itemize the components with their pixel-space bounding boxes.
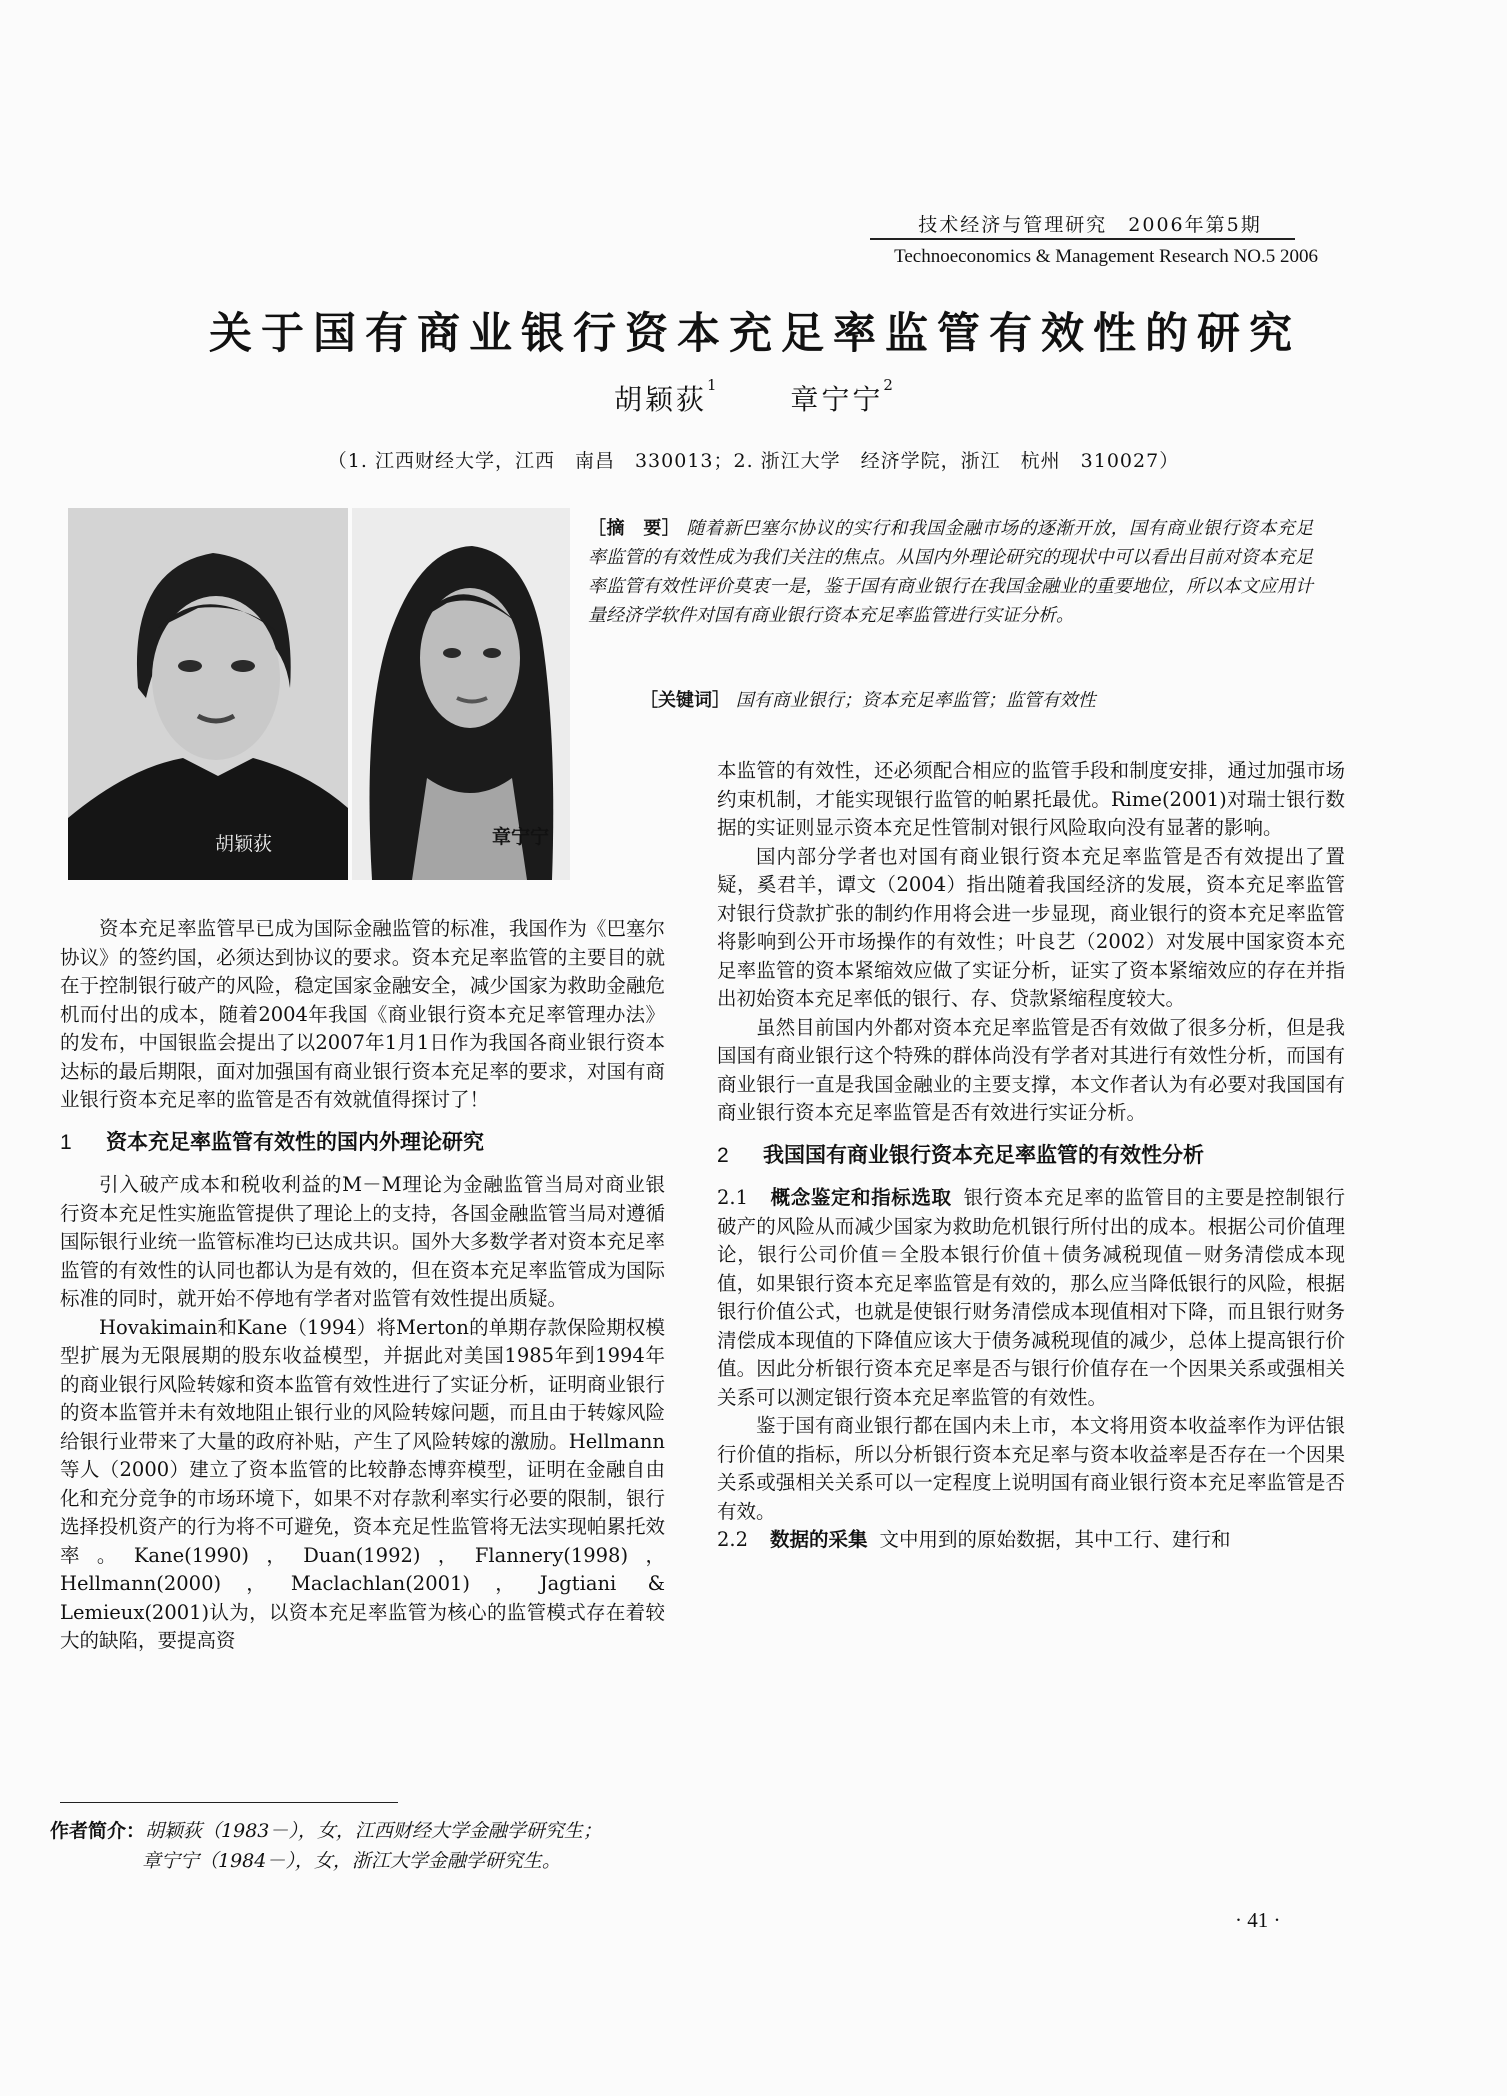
journal-name-en: Technoeconomics & Management Research NO.5 2006 bbox=[894, 246, 1318, 267]
subsection-number: 2.1 bbox=[717, 1186, 749, 1209]
right-column bbox=[717, 757, 1345, 1555]
keywords bbox=[640, 686, 1320, 712]
section-title: 我国国有商业银行资本充足率监管的有效性分析 bbox=[763, 1143, 1204, 1167]
paragraph: 本监管的有效性，还必须配合相应的监管手段和制度安排，通过加强市场约束机制，才能实现银行监管的帕累托最优。Rime(2001)对瑞士银行数据的实证则显示资本充足性管制对银行风险取向没有显著的影响。 bbox=[717, 759, 1345, 839]
photo-caption-1: 胡颖荻 bbox=[215, 834, 273, 855]
author-photo-1 bbox=[68, 508, 348, 880]
author-bio-footnote bbox=[50, 1816, 710, 1876]
page-number: · 41 · bbox=[1235, 1908, 1281, 1932]
section-heading-1 bbox=[60, 1129, 665, 1158]
footnote-label: 作者简介： bbox=[50, 1820, 146, 1842]
left-column bbox=[60, 915, 665, 1656]
abstract bbox=[588, 514, 1313, 630]
paragraph: 引入破产成本和税收利益的M－M理论为金融监管当局对商业银行资本充足性实施监管提供了理论上的支持，各国金融监管当局对遵循国际银行业统一监管标准均已达成共识。国外大多数学者对资本充足率监管的有效性的认同也都认为是有效的，但在资本充足率监管成为国际标准的同时，就开始不停地有学者对监管有效性提出质疑。 bbox=[60, 1173, 665, 1310]
keywords-text: 国有商业银行；资本充足率监管；监管有效性 bbox=[735, 690, 1096, 711]
section-heading-2 bbox=[717, 1142, 1345, 1171]
paragraph: 鉴于国有商业银行都在国内未上市，本文将用资本收益率作为评估银行价值的指标，所以分析银行资本充足率与资本收益率是否存在一个因果关系或强相关关系可以一定程度上说明国有商业银行资本充足率监管是否有效。 bbox=[717, 1414, 1345, 1523]
paragraph: 国内部分学者也对国有商业银行资本充足率监管是否有效提出了置疑，奚君羊，谭文（2004）指出随着我国经济的发展，资本充足率监管对银行贷款扩张的制约作用将会进一步显现，商业银行的资本充足率监管将影响到公开市场操作的有效性；叶良艺（2002）对发展中国家资本充足率监管的资本紧缩效应做了实证分析，证实了资本紧缩效应的存在并指出初始资本充足率低的银行、存、贷款紧缩程度较大。 bbox=[717, 844, 1345, 1010]
author-1: 胡颖荻 bbox=[614, 383, 708, 416]
subsection-title: 概念鉴定和指标选取 bbox=[770, 1187, 952, 1209]
abstract-label: ［摘 要］ bbox=[588, 518, 681, 539]
photo-caption-2: 章宁宁 bbox=[492, 827, 550, 848]
article-title: 关于国有商业银行资本充足率监管有效性的研究 bbox=[209, 309, 1301, 359]
author-2: 章宁宁 bbox=[790, 383, 884, 416]
paragraph: 资本充足率监管早已成为国际金融监管的标准，我国作为《巴塞尔协议》的签约国，必须达到协议的要求。资本充足率监管的主要目的就在于控制银行破产的风险，稳定国家金融安全，减少国家为救助金融危机而付出的成本，随着2004年我国《商业银行资本充足率管理办法》的发布，中国银监会提出了以2007年1月1日作为我国各商业银行资本达标的最后期限，面对加强国有商业银行资本充足率的要求，对国有商业银行资本充足率的监管是否有效就值得探讨了！ bbox=[60, 917, 665, 1111]
author-2-sup: 2 bbox=[883, 376, 893, 394]
affiliation: （1. 江西财经大学，江西 南昌 330013；2. 浙江大学 经济学院，浙江 杭州 310027） bbox=[327, 450, 1180, 472]
section-title: 资本充足率监管有效性的国内外理论研究 bbox=[106, 1130, 484, 1154]
subsection-text: 银行资本充足率的监管目的主要是控制银行破产的风险从而减少国家为救助危机银行所付出的成本。根据公司价值理论，银行公司价值＝全股本银行价值＋债务减税现值－财务清偿成本现值，如果银行资本充足率监管是有效的，那么应当降低银行的风险，根据银行价值公式，也就是使银行财务清偿成本现值相对下降，而且银行财务清偿成本现值的下降值应该大于债务减税现值的减少，总体上提高银行价值。因此分析银行资本充足率是否与银行价值存在一个因果关系或强相关关系可以测定银行资本充足率监管的有效性。 bbox=[717, 1186, 1345, 1409]
author-line bbox=[0, 378, 1507, 418]
portrait-1-image bbox=[68, 508, 348, 880]
footnote-line-1: 胡颖荻（1983－），女，江西财经大学金融学研究生； bbox=[145, 1820, 602, 1842]
author-1-sup: 1 bbox=[707, 376, 717, 394]
subsection-number: 2.2 bbox=[717, 1528, 749, 1551]
section-number: 2 bbox=[717, 1143, 729, 1167]
subsection-2-1 bbox=[717, 1184, 1345, 1412]
journal-name-cn: 技术经济与管理研究 2006年第5期 bbox=[918, 214, 1262, 236]
paragraph: 虽然目前国内外都对资本充足率监管是否有效做了很多分析，但是我国国有商业银行这个特殊的群体尚没有学者对其进行有效性分析，而国有商业银行一直是我国金融业的主要支撑，本文作者认为有必要对我国国有商业银行资本充足率监管是否有效进行实证分析。 bbox=[717, 1015, 1345, 1124]
footnote-rule bbox=[60, 1802, 398, 1803]
subsection-title: 数据的采集 bbox=[770, 1529, 868, 1551]
footnote-line-2: 章宁宁（1984－），女，浙江大学金融学研究生。 bbox=[142, 1850, 561, 1872]
subsection-text: 文中用到的原始数据，其中工行、建行和 bbox=[879, 1528, 1231, 1551]
paragraph: Hovakimain和Kane（1994）将Merton的单期存款保险期权模型扩展为无限展期的股东收益模型，并据此对美国1985年到1994年的商业银行风险转嫁和资本监管有效性进行了实证分析，证明商业银行的资本监管并未有效地阻止银行业的风险转嫁问题，而且由于转嫁风险给银行业带来了大量的政府补贴，产生了风险转嫁的激励。Hellmann等人（2000）建立了资本监管的比较静态博弈模型，证明在金融自由化和充分竞争的市场环境下，如果不对存款利率实行必要的限制，银行选择投机资产的行为将不可避免，资本充足性监管将无法实现帕累托效率。Kane(1990)，Duan(1992)，Flannery(1998)，Hellmann(2000)，Maclachlan(2001)，Jagtiani & Lemieux(2001)认为，以资本充足率监管为核心的监管模式存在着较大的缺陷，要提高资 bbox=[60, 1315, 665, 1652]
subsection-2-2 bbox=[717, 1526, 1345, 1555]
keywords-label: ［关键词］ bbox=[640, 690, 730, 711]
abstract-text: 随着新巴塞尔协议的实行和我国金融市场的逐渐开放，国有商业银行资本充足率监管的有效性成为我们关注的焦点。从国内外理论研究的现状中可以看出目前对资本充足率监管有效性评价莫衷一是，鉴于国有商业银行在我国金融业的重要地位，所以本文应用计量经济学软件对国有商业银行资本充足率监管进行实证分析。 bbox=[588, 518, 1313, 626]
section-number: 1 bbox=[60, 1130, 72, 1154]
header-rule bbox=[870, 238, 1295, 240]
